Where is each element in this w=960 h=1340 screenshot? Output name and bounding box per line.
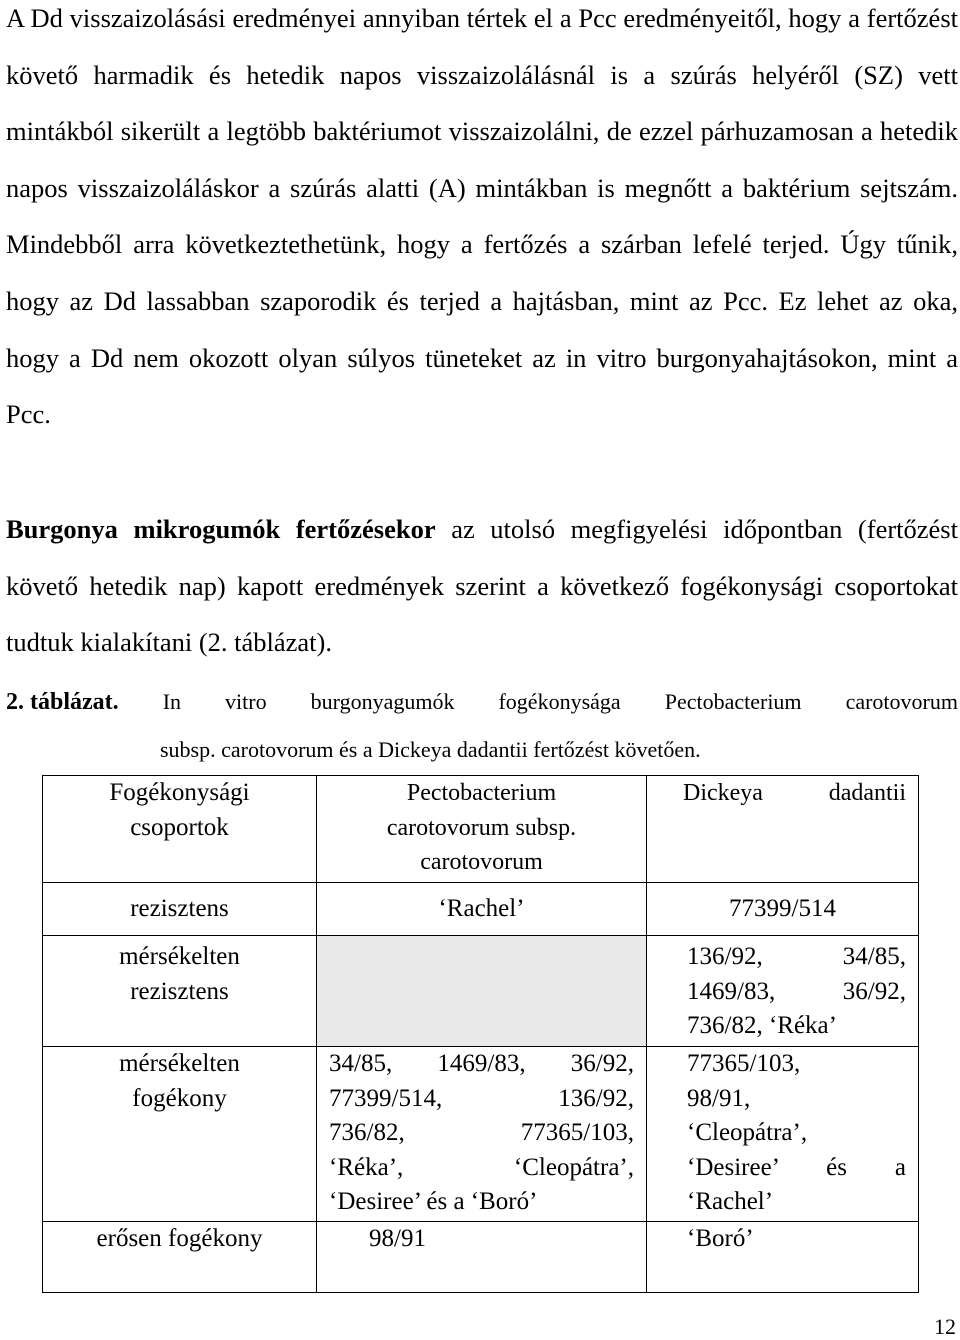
header-group: Fogékonysági csoportok [43,776,317,883]
caption-line-1 [6,678,958,726]
cell-group: mérsékelten fogékony [43,1047,317,1222]
caption-word: burgonyagumók [310,689,455,714]
cell-pcc: 98/91 [317,1222,647,1293]
caption-line-2: subsp. carotovorum és a Dickeya dadantii fertőzést követően. [160,737,701,762]
caption-word: In [162,689,182,714]
header-pcc: Pectobacterium carotovorum subsp. carotovorum [317,776,647,883]
cell-dd: ‘Boró’ [647,1222,919,1293]
paragraph-results: A Dd visszaizolásási eredményei annyiban tértek el a Pcc eredményeitől, hogy a fertőzést követő harmadik és hetedik napos visszaizolálásnál is a szúrás helyéről (SZ) vett mintákból sikerült a legtöbb baktériumot visszaizolálni, de ezzel párhuzamosan a hetedik napos visszaizoláláskor a szúrás alatti (A) mintákban is megnőtt a baktérium sejtszám. Mindebből arra következtethetünk, hogy a fertőzés a szárban lefelé terjed. Úgy tűnik, hogy az Dd lassabban szaporodik és terjed a hajtásban, mint az Pcc. Ez lehet az oka, hogy a Dd nem okozott olyan súlyos tüneteket az in vitro burgonyahajtásokon, mint a Pcc. [6,3,958,430]
susceptibility-table [42,775,919,1293]
bold-lead-phrase: Burgonya mikrogumók fertőzésekor [6,514,436,544]
table-row [43,1222,919,1293]
table-row [43,1047,919,1222]
cell-group: mérsékelten rezisztens [43,936,317,1047]
table-row [43,936,919,1047]
cell-dd: 77365/103, 98/91, ‘Cleopátra’, ‘Desiree’ és a ‘Rachel’ [647,1047,919,1222]
page-number: 12 [934,1314,956,1339]
cell-dd: 77399/514 [647,883,919,936]
cell-group: erősen fogékony [43,1222,317,1293]
cell-group: rezisztens [43,883,317,936]
caption-word: carotovorum [845,689,958,714]
caption-word: vitro [225,689,267,714]
paragraph-microtubers [6,501,958,671]
caption-label: 2. táblázat. [6,689,119,715]
caption-word: Pectobacterium [664,689,802,714]
cell-pcc: 34/85, 1469/83, 36/92, 77399/514, 136/92, 736/82, 77365/103, ‘Réka’, ‘Cleopátra’, ‘Desiree’ és a ‘Boró’ [317,1047,647,1222]
cell-pcc: ‘Rachel’ [317,883,647,936]
paragraph-rest: az utolsó megfigyelési időpontban (fertőzést követő hetedik nap) kapott eredmények szerint a következő fogékonysági csoportokat tudtuk kialakítani (2. táblázat). [6,514,958,658]
table-caption [6,678,958,774]
table-header-row [43,776,919,883]
caption-word: fogékonysága [498,689,621,714]
header-dd: Dickeya dadantii [647,776,919,883]
table-row [43,883,919,936]
cell-pcc-empty [317,936,647,1047]
cell-dd: 136/92, 34/85, 1469/83, 36/92, 736/82, ‘Réka’ [647,936,919,1047]
